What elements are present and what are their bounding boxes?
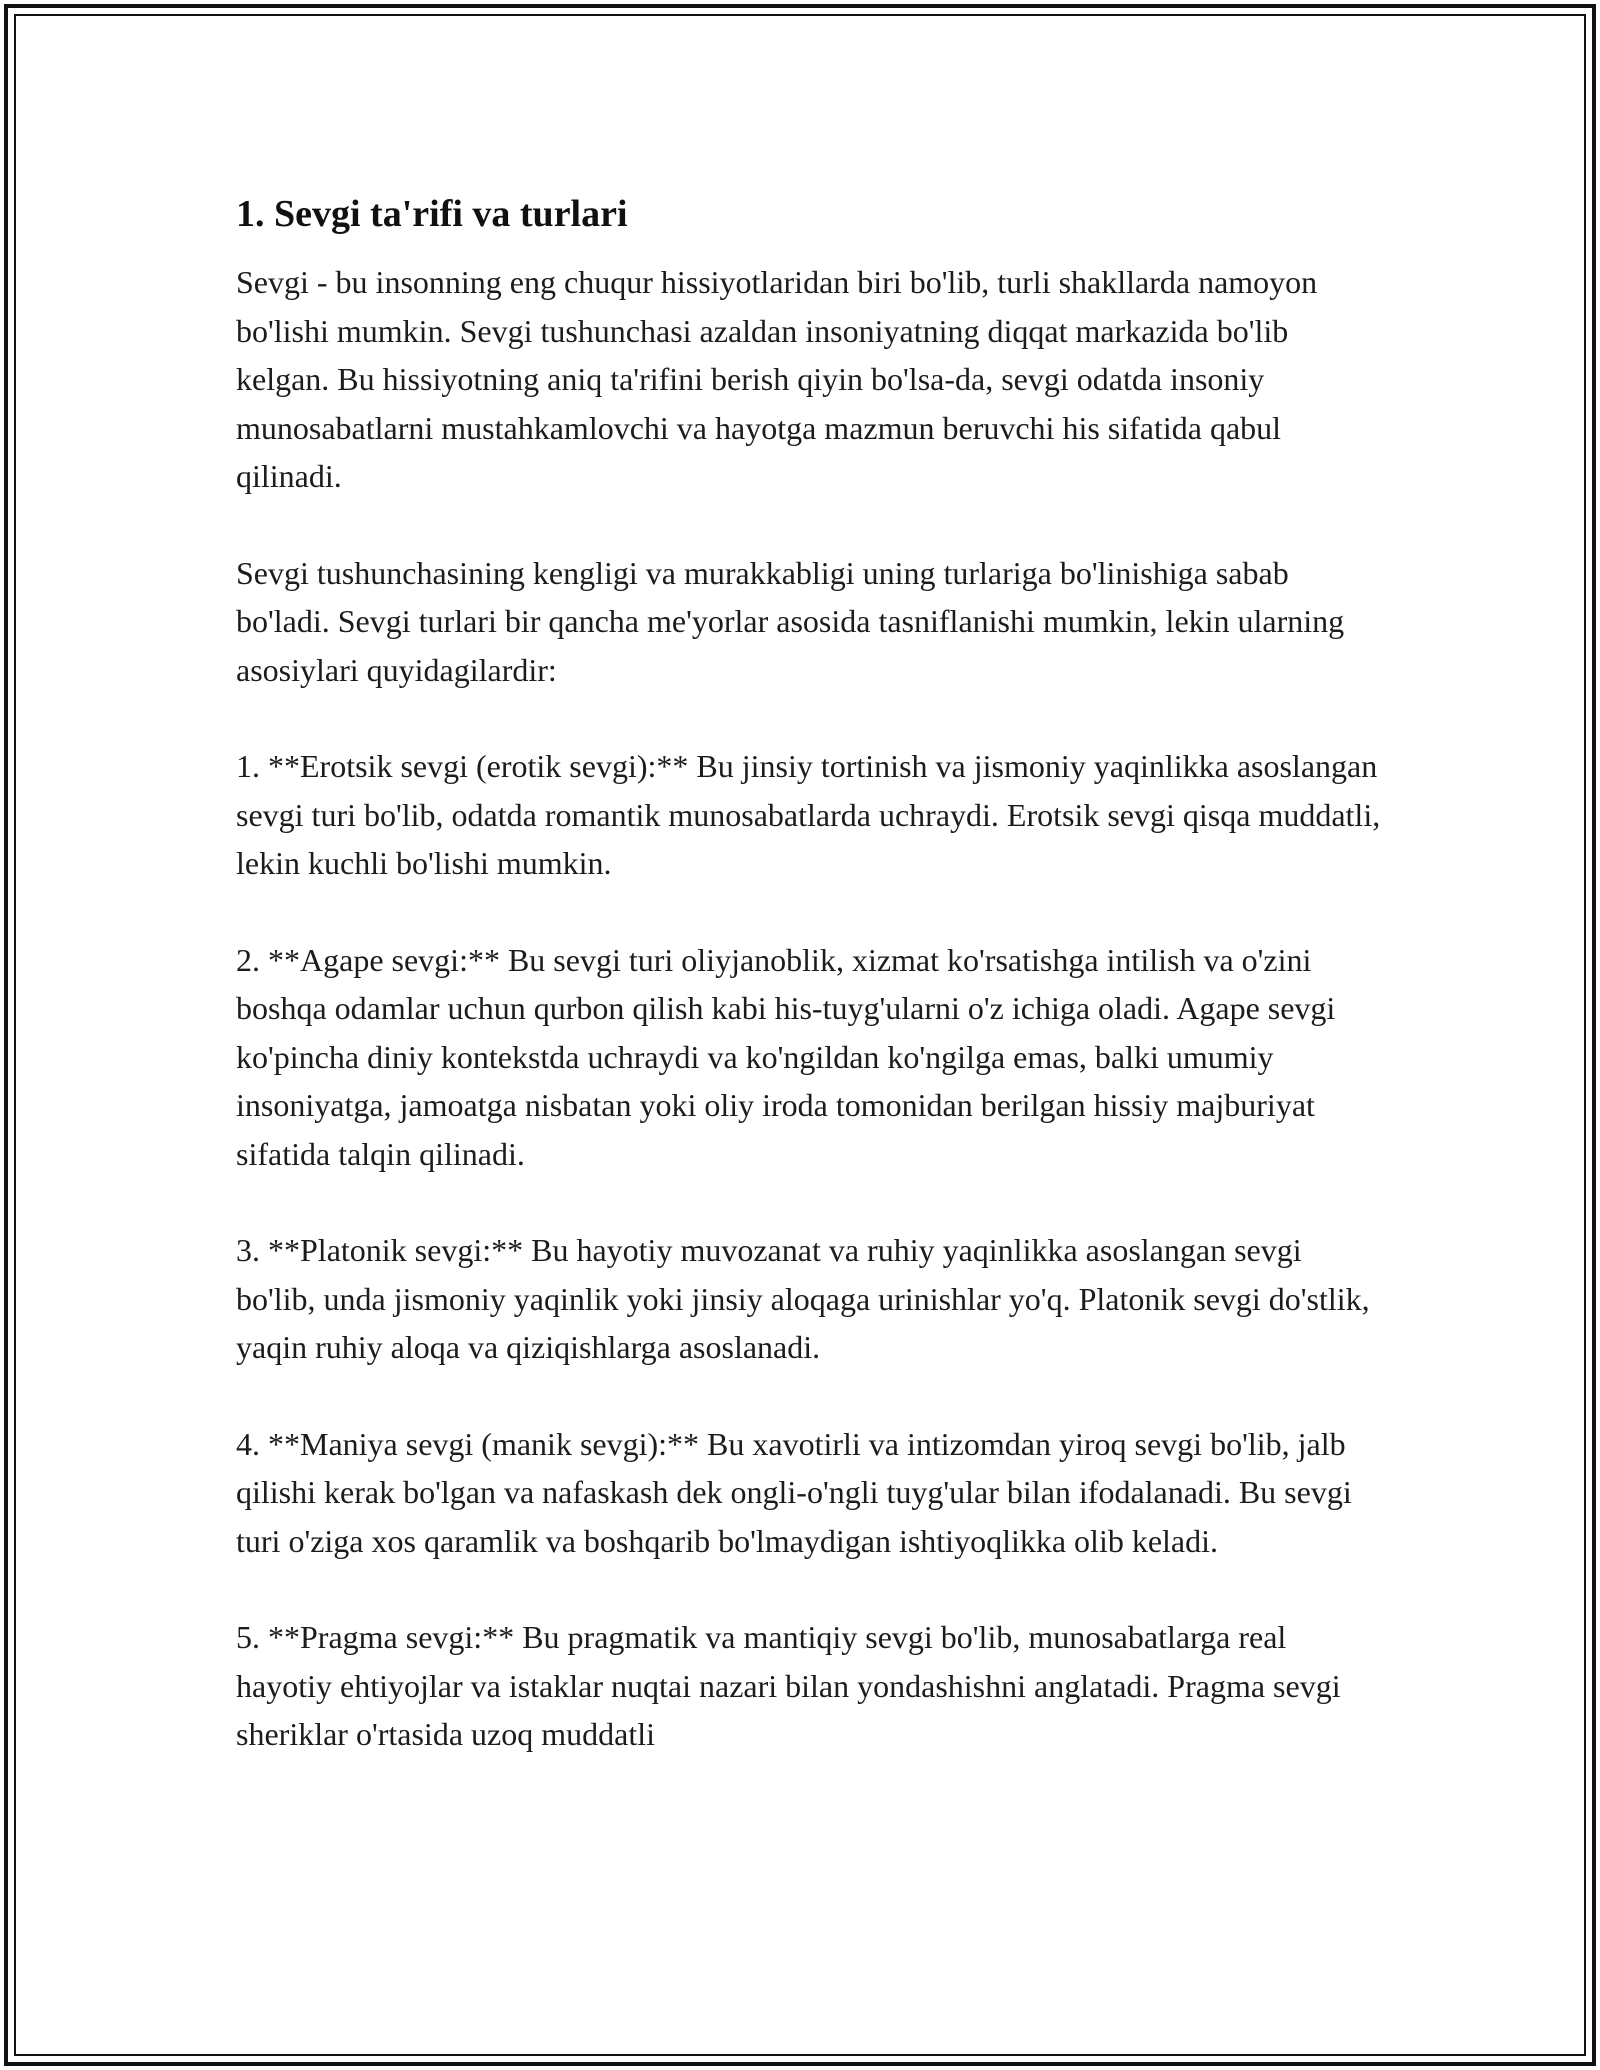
list-item-agape-love: 2. **Agape sevgi:** Bu sevgi turi oliyjanoblik, xizmat ko'rsatishga intilish va o'zini boshqa odamlar uchun qurbon qilish kabi his-tuyg'ularni o'z ichiga oladi. Agape sevgi ko'pincha diniy kontekstda uchraydi va ko'ngildan ko'ngilga emas, balki umumiy insoniyatga, jamoatga nisbatan yoki oliy iroda tomonidan berilgan hissiy majburiyat sifatida talqin qilinadi. <box>236 941 1336 1172</box>
list-item-mania-love: 4. **Maniya sevgi (manik sevgi):** Bu xavotirli va intizomdan yiroq sevgi bo'lib, jalb qilishi kerak bo'lgan va nafaskash dek ongli-o'ngli tuyg'ular bilan ifodalanadi. Bu sevgi turi o'ziga xos qaramlik va boshqarib bo'lmaydigan ishtiyoqlikka olib keladi. <box>236 1425 1352 1559</box>
list-item-platonic-love: 3. **Platonik sevgi:** Bu hayotiy muvozanat va ruhiy yaqinlikka asoslangan sevgi bo'lib, unda jismoniy yaqinlik yoki jinsiy aloqaga urinishlar yo'q. Platonik sevgi do'stlik, yaqin ruhiy aloqa va qiziqishlarga asoslanadi. <box>236 1232 1370 1365</box>
section-heading: 1. Sevgi ta'rifi va turlari <box>236 193 628 235</box>
document-body <box>236 188 1386 1759</box>
list-item-erotic-love: 1. **Erotsik sevgi (erotik sevgi):** Bu jinsiy tortinish va jismoniy yaqinlikka asoslangan sevgi turi bo'lib, odatda romantik munosabatlarda uchraydi. Erotsik sevgi qisqa muddatli, lekin kuchli bo'lishi mumkin. <box>236 748 1381 881</box>
paragraph-types-intro: Sevgi tushunchasining kengligi va murakkabligi uning turlariga bo'linishiga sabab bo'ladi. Sevgi turlari bir qancha me'yorlar asosida tasniflanishi mumkin, lekin ularning asosiylari quyidagilardir: <box>236 554 1345 688</box>
list-item-pragma-love: 5. **Pragma sevgi:** Bu pragmatik va mantiqiy sevgi bo'lib, munosabatlarga real hayotiy ehtiyojlar va istaklar nuqtai nazari bilan yondashishni anglatadi. Pragma sevgi sheriklar o'rtasida uzoq muddatli <box>236 1619 1341 1752</box>
paragraph-definition: Sevgi - bu insonning eng chuqur hissiyotlaridan biri bo'lib, turli shakllarda namoyon bo'lishi mumkin. Sevgi tushunchasi azaldan insoniyatning diqqat markazida bo'lib kelgan. Bu hissiyotning aniq ta'rifini berish qiyin bo'lsa-da, sevgi odatda insoniy munosabatlarni mustahkamlovchi va hayotga mazmun beruvchi his sifatida qabul qilinadi. <box>236 264 1318 494</box>
